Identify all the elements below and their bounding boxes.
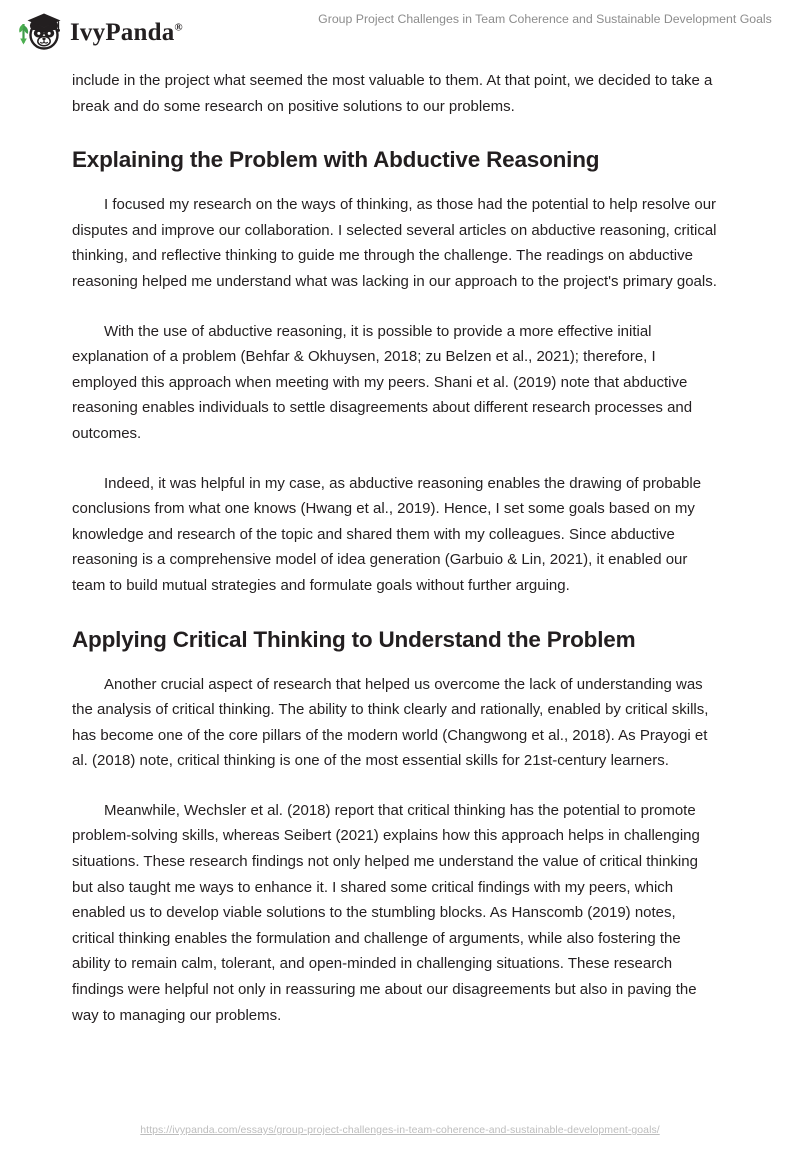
page-footer [0,1120,800,1138]
body-paragraph: Meanwhile, Wechsler et al. (2018) report that critical thinking has the potential to promote problem-solving skills, whereas Seibert (2021) explains how this approach helps in challenging situations. These research findings not only helped me understand the value of critical thinking but also taught me ways to enhance it. I shared some critical findings with my peers, which enabled us to develop viable solutions to the stumbling blocks. As Hanscomb (2019) notes, critical thinking enables the formulation and challenge of arguments, while also fostering the ability to remain calm, tolerant, and open-minded in challenging situations. These research findings were helpful not only in reassuring me about our disagreements but also in paving the way to managing our problems. [72,801,700,1024]
registered-trademark-symbol: ® [174,21,183,34]
section-heading: Applying Critical Thinking to Understand the Problem [72,626,636,652]
document-header-title: Group Project Challenges in Team Coherence and Sustainable Development Goals [318,12,772,26]
brand-logo[interactable] [14,8,183,52]
page-header [0,0,800,58]
body-paragraph: include in the project what seemed the most valuable to them. At that point, we decided to take a break and do some research on positive solutions to our problems. [72,72,713,115]
body-paragraph: I focused my research on the ways of thinking, as those had the potential to help resolve our disputes and improve our collaboration. I selected several articles on abductive reasoning, critical thinking, and reflective thinking to guide me through the challenge. The readings on abductive reasoning helped me understand what was lacking in our approach to the project's primary goals. [72,196,717,290]
body-paragraph: Another crucial aspect of research that helped us overcome the lack of understanding was the analysis of critical thinking. The ability to think clearly and rationally, enabled by critical skills, has become one of the core pillars of the modern world (Changwong et al., 2018). As Prayogi et al. (2018) note, critical thinking is one of the most essential skills for 21st-century learners. [72,675,709,770]
brand-wordmark [70,20,183,45]
panda-graduate-logo-icon [14,8,66,52]
section-heading: Explaining the Problem with Abductive Reasoning [72,147,600,173]
body-paragraph: Indeed, it was helpful in my case, as abductive reasoning enables the drawing of probable conclusions from what one knows (Hwang et al., 2019). Hence, I set some goals based on my knowledge and research of the topic and shared them with my colleagues. Since abductive reasoning is a comprehensive model of idea generation (Garbuio & Lin, 2021), it enabled our team to build mutual strategies and formulate goals without further arguing. [72,474,702,594]
source-url-link[interactable]: https://ivypanda.com/essays/group-project-challenges-in-team-coherence-and-sustainable-development-goals/ [140,1124,660,1136]
brand-name-text: IvyPanda [70,18,175,46]
document-body [72,68,720,1052]
body-paragraph: With the use of abductive reasoning, it is possible to provide a more effective initial explanation of a problem (Behfar & Okhuysen, 2018; zu Belzen et al., 2021); therefore, I employed this approach when meeting with my peers. Shani et al. (2019) note that abductive reasoning enables individuals to settle disagreements about different research processes and outcomes. [72,322,693,442]
